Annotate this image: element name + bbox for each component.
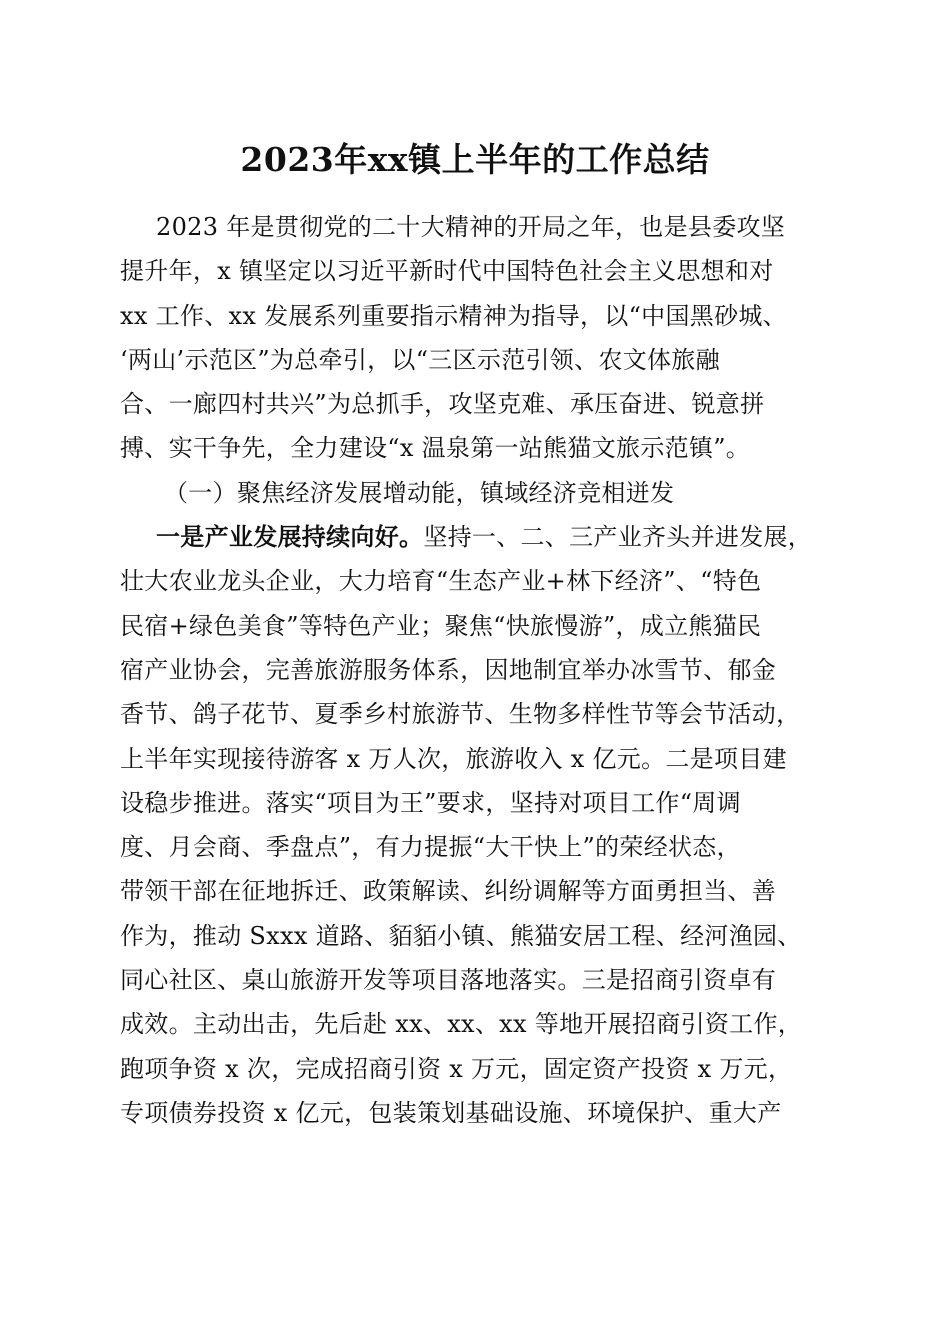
lead-phrase: 一是产业发展持续向好。 <box>156 522 424 552</box>
paragraph-line: 带领干部在征地拆迁、政策解读、纠纷调解等方面勇担当、善 <box>120 877 777 906</box>
paragraph-line: 同心社区、桌山旅游开发等项目落地落实。三是招商引资卓有 <box>120 966 777 995</box>
paragraph-line: 设稳步推进。落实“项目为王”要求，坚持对项目工作“周调 <box>120 788 741 817</box>
paragraph-line: xx 工作、xx 发展系列重要指示精神为指导，以“中国黑砂城、 <box>120 301 787 330</box>
paragraph-line: ‘两山’示范区”为总牵引，以“三区示范引领、农文体旅融 <box>120 345 720 374</box>
paragraph-line <box>120 515 832 559</box>
paragraph-line: 提升年，x 镇坚定以习近平新时代中国特色社会主义思想和对 <box>120 257 774 286</box>
document-body <box>120 205 832 1135</box>
paragraph-line: 跑项争资 x 次，完成招商引资 x 万元，固定资产投资 x 万元， <box>120 1054 793 1083</box>
paragraph-line: 上半年实现接待游客 x 万人次，旅游收入 x 亿元。二是项目建 <box>120 744 787 773</box>
paragraph-line: 度、月会商、季盘点”，有力提振“大干快上”的荣经状态， <box>120 833 741 862</box>
paragraph-line: 民宿+绿色美食”等特色产业；聚焦“快旅慢游”，成立熊猫民 <box>120 611 762 640</box>
section-heading: （一）聚焦经济发展增动能，镇域经济竞相迸发 <box>164 478 675 507</box>
paragraph-line: 搏、实干争先，全力建设“x 温泉第一站熊猫文旅示范镇”。 <box>120 434 751 463</box>
paragraph-line: 2023 年是贯彻党的二十大精神的开局之年，也是县委攻坚 <box>156 213 786 241</box>
paragraph-line: 壮大农业龙头企业，大力培育“生态产业+林下经济”、“特色 <box>120 567 762 596</box>
paragraph-line: 香节、鸽子花节、夏季乡村旅游节、生物多样性节等会节活动， <box>120 700 801 729</box>
paragraph-line: 作为，推动 Sxxx 道路、貊貊小镇、熊猫安居工程、经河渔园、 <box>120 921 802 950</box>
paragraph-line: 专项债券投资 x 亿元，包装策划基础设施、环境保护、重大产 <box>120 1098 782 1127</box>
paragraph-line: 宿产业协会，完善旅游服务体系，因地制宜举办冰雪节、郁金 <box>120 655 777 684</box>
paragraph-line: 合、一廊四村共兴”为总抓手，攻坚克难、承压奋进、锐意拼 <box>120 390 765 419</box>
document-title: 2023年xx镇上半年的工作总结 <box>240 140 710 179</box>
paragraph-line: 成效。主动出击，先后赴 xx、xx、xx 等地开展招商引资工作， <box>120 1010 803 1039</box>
lead-continuation: 坚持一、二、三产业齐头并进发展， <box>423 523 813 552</box>
